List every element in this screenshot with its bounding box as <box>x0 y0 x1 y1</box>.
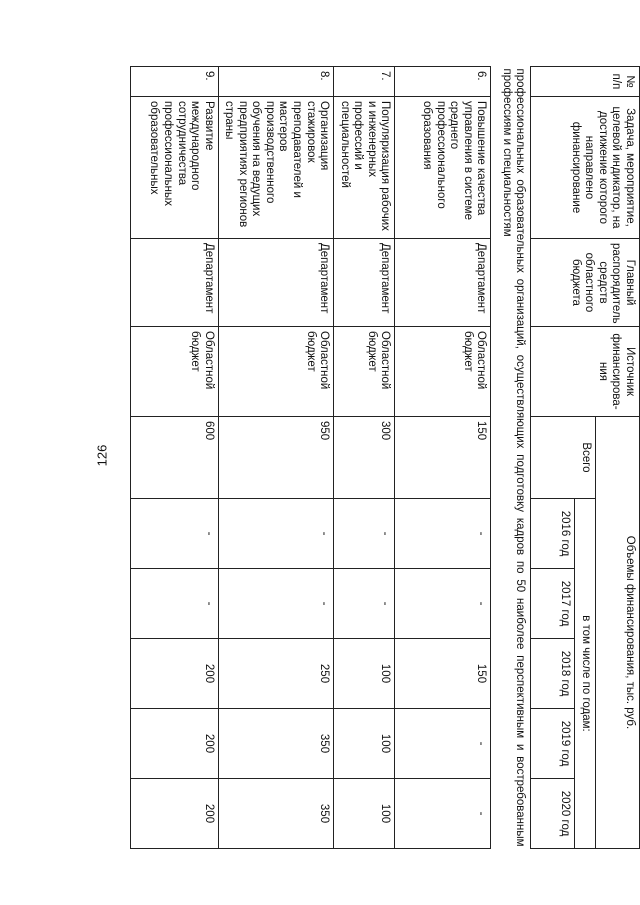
row-y2018: 200 <box>130 639 218 709</box>
col-header-dept: Главный распорядитель средств областного бюджета <box>531 239 640 327</box>
col-header-by-years: в том числе по годам: <box>575 499 596 849</box>
row-source: Областной бюджет <box>334 327 395 417</box>
row-y2017: - <box>130 569 218 639</box>
row-dept: Департамент <box>218 239 334 327</box>
col-header-year: 2017 год <box>531 569 575 639</box>
row-y2017: - <box>334 569 395 639</box>
row-num: 9. <box>130 67 218 97</box>
row-num: 8. <box>218 67 334 97</box>
row-total: 600 <box>130 417 218 499</box>
row-dept: Департамент <box>395 239 491 327</box>
row-num: 7. <box>334 67 395 97</box>
row-task: Популяризация рабочих и инженерных профессий и специальностей <box>334 97 395 239</box>
col-header-num: № п/п <box>531 67 640 97</box>
row-y2016: - <box>334 499 395 569</box>
col-header-total: Всего <box>531 417 596 499</box>
row-source: Областной бюджет <box>130 327 218 417</box>
row-num: 6. <box>395 67 491 97</box>
row-task: Организация стажировок преподавателей и мастеров производственного обучения на ведущих предприятиях регионов страны <box>218 97 334 239</box>
row-y2019: - <box>395 709 491 779</box>
row-y2018: 250 <box>218 639 334 709</box>
row-y2020: - <box>395 779 491 849</box>
table-row <box>218 67 334 849</box>
row-total: 150 <box>395 417 491 499</box>
col-header-year: 2020 год <box>531 779 575 849</box>
row-y2016: - <box>130 499 218 569</box>
row-y2018: 150 <box>395 639 491 709</box>
col-header-task: Задача, мероприятие, целевой индикатор, на достижение которого направлено финансирование <box>531 97 640 239</box>
row-task: Повышение качества управления в системе среднего профессионального образования <box>395 97 491 239</box>
financing-table <box>130 66 640 849</box>
row-y2019: 100 <box>334 709 395 779</box>
col-header-year: 2018 год <box>531 639 575 709</box>
row-y2020: 200 <box>130 779 218 849</box>
row-y2018: 100 <box>334 639 395 709</box>
table-row <box>395 67 491 849</box>
row-source: Областной бюджет <box>218 327 334 417</box>
page-number: 126 <box>94 444 110 467</box>
col-header-volumes: Объемы финансирования, тыс. руб. <box>596 417 640 849</box>
row-y2017: - <box>395 569 491 639</box>
row-y2019: 350 <box>218 709 334 779</box>
row-y2016: - <box>218 499 334 569</box>
section-text: профессиональных образовательных организаций, осуществляющих подготовку кадров по 50 наиболее перспективным и востребованным профессиям и специальностям <box>491 67 531 849</box>
col-header-year: 2019 год <box>531 709 575 779</box>
row-y2020: 350 <box>218 779 334 849</box>
row-y2017: - <box>218 569 334 639</box>
row-total: 300 <box>334 417 395 499</box>
row-y2019: 200 <box>130 709 218 779</box>
row-total: 950 <box>218 417 334 499</box>
col-header-source: Источник финансирова-ния <box>531 327 640 417</box>
table-row <box>334 67 395 849</box>
row-source: Областной бюджет <box>395 327 491 417</box>
col-header-year: 2016 год <box>531 499 575 569</box>
table-row <box>130 67 218 849</box>
rotated-table-container <box>123 66 640 848</box>
row-y2016: - <box>395 499 491 569</box>
row-task: Развитие международного сотрудничества профессиональных образовательных <box>130 97 218 239</box>
row-dept: Департамент <box>334 239 395 327</box>
row-y2020: 100 <box>334 779 395 849</box>
row-dept: Департамент <box>130 239 218 327</box>
